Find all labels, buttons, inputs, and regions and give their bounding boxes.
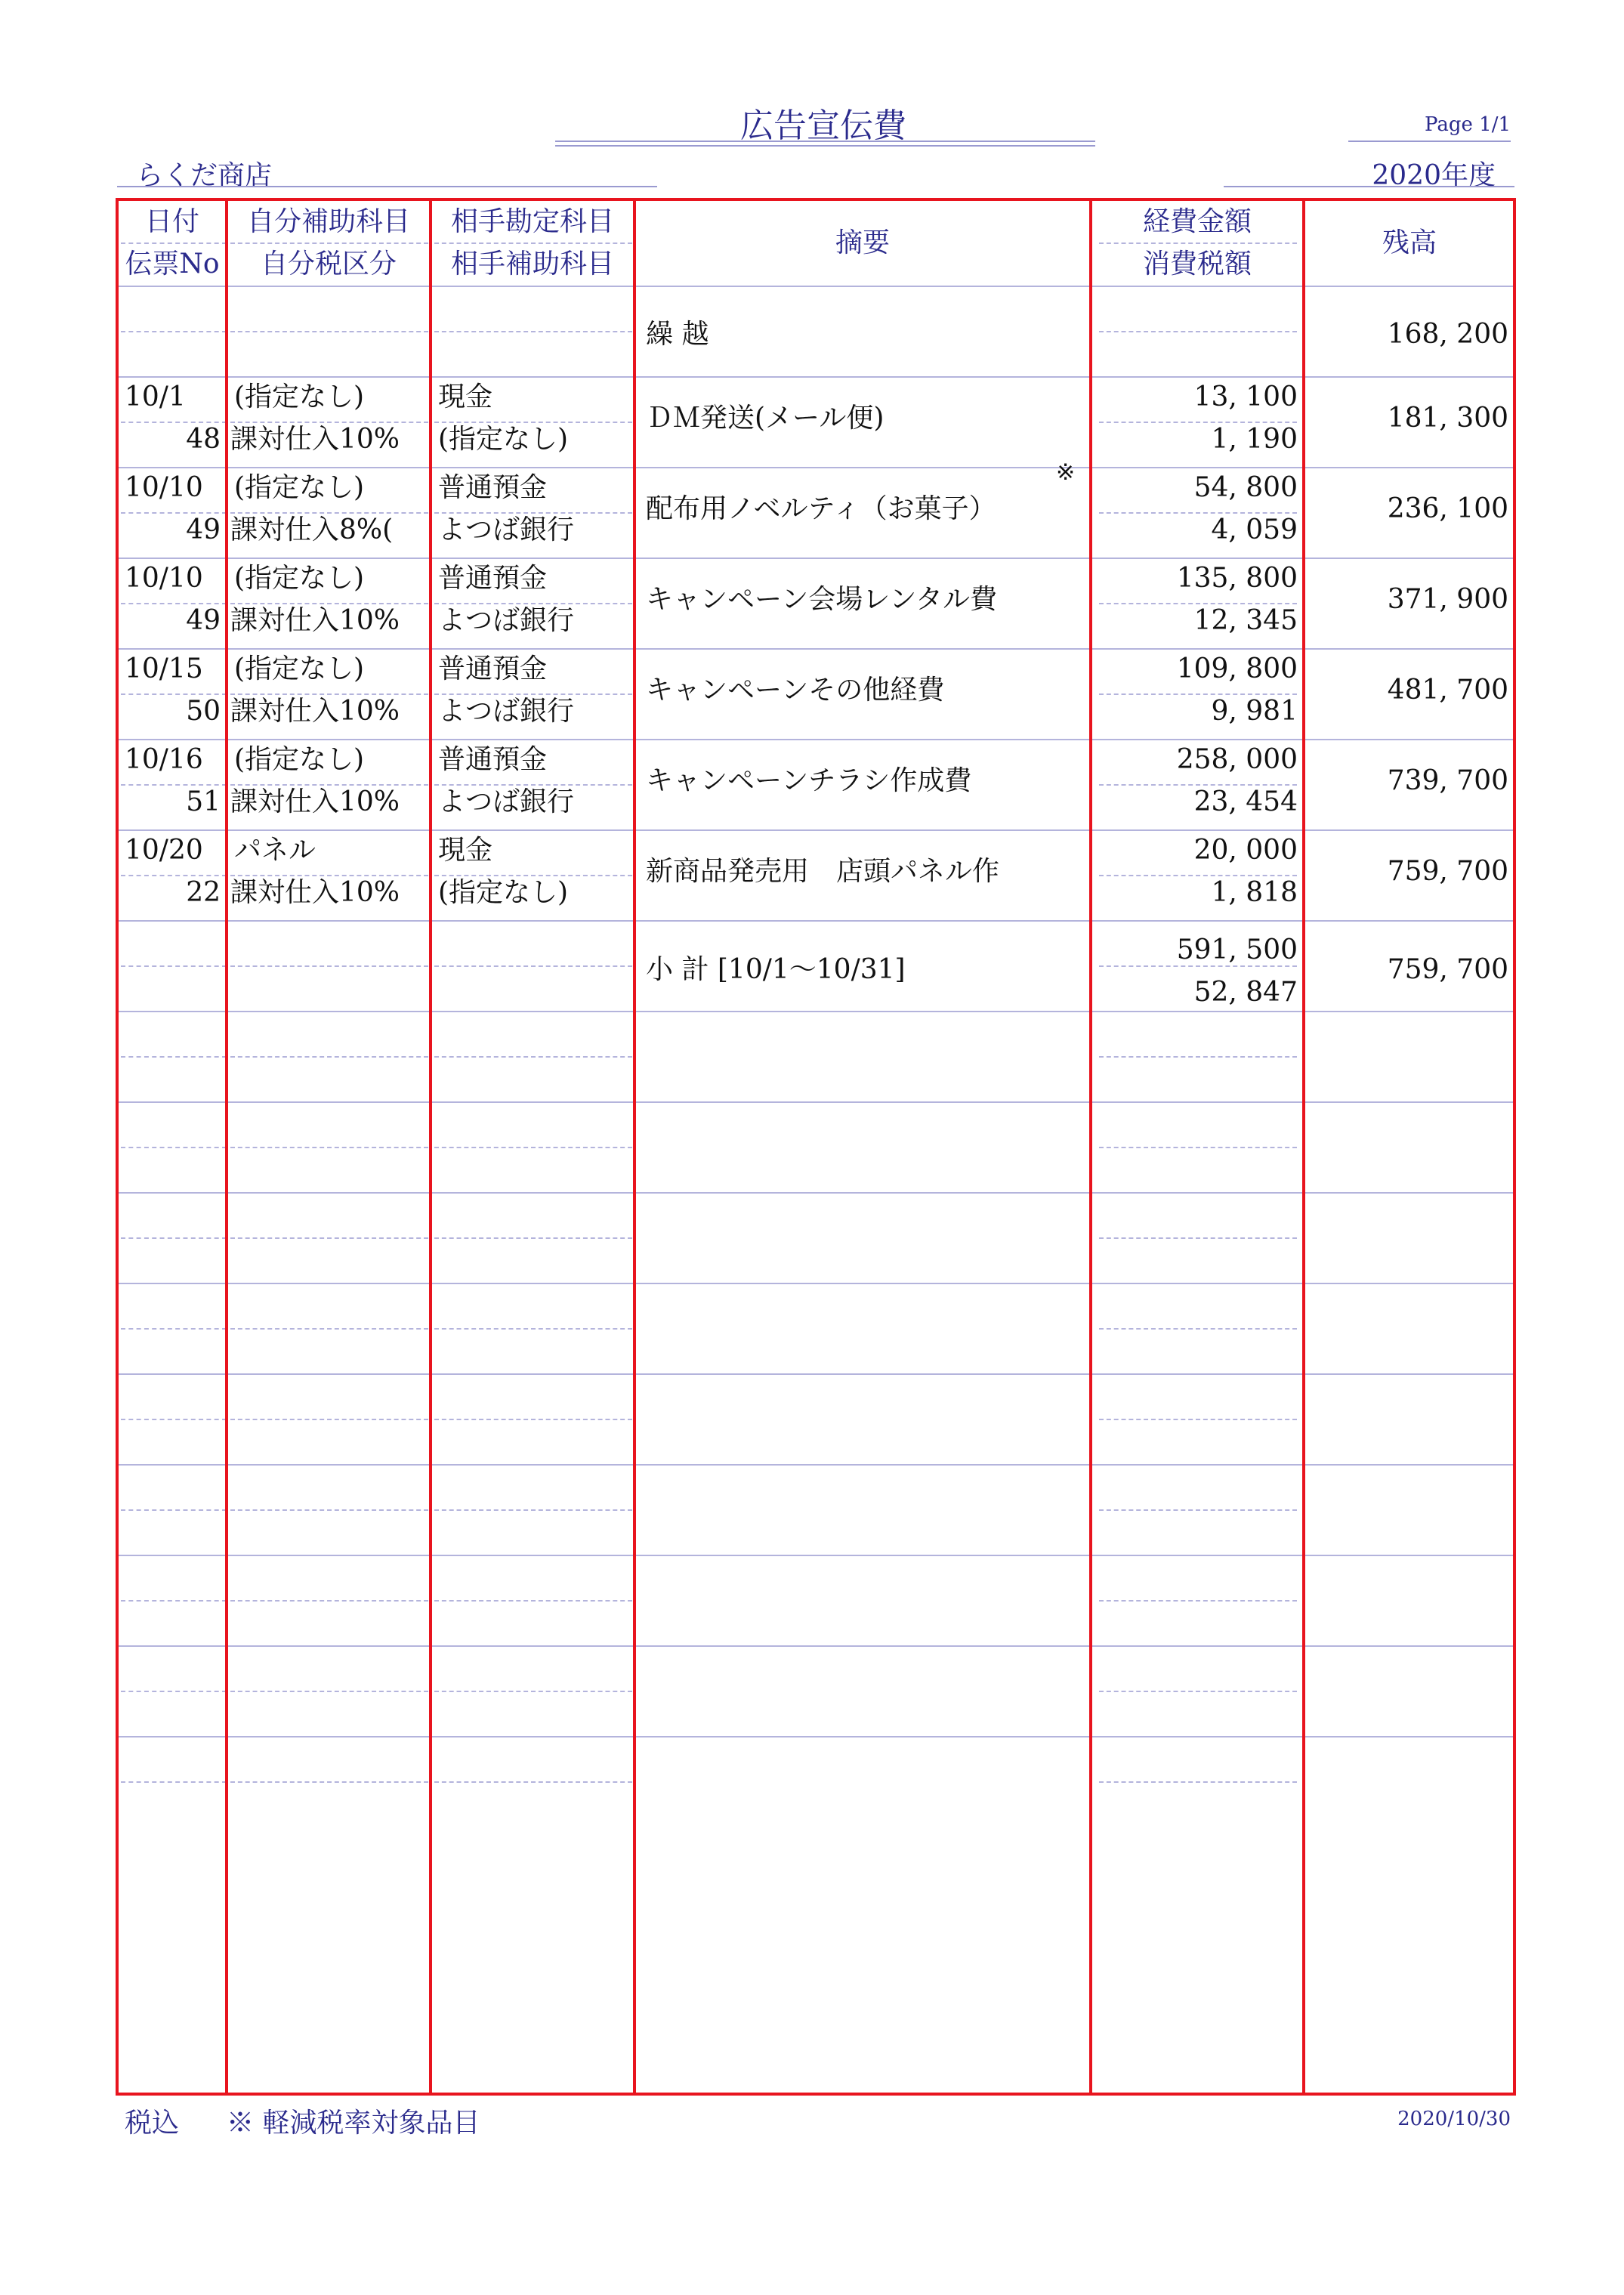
year-underline [1224, 186, 1514, 187]
row-dash [1099, 1147, 1297, 1148]
reduced-rate-note: ※ 軽減税率対象品目 [227, 2108, 480, 2139]
row-dash [230, 1509, 428, 1511]
row-dash [1099, 331, 1297, 332]
row-amount: 20, 000 [1193, 835, 1298, 866]
row-dash [230, 965, 428, 967]
row-balance: 236, 100 [1387, 493, 1508, 524]
row-date: 10/15 [125, 653, 203, 684]
subtotal-summary: 小 計 [10/1～10/31] [646, 954, 906, 985]
ledger-title: 広告宣伝費 [740, 107, 906, 145]
row-dash [1099, 1691, 1297, 1692]
header-date: 日付 [144, 206, 199, 237]
row-slip: 51 [186, 786, 221, 817]
column-divider [633, 198, 636, 2094]
row-dash [121, 1781, 227, 1783]
row-tax: 1, 818 [1211, 877, 1298, 908]
row-dash [1099, 1056, 1297, 1058]
row-summary: キャンペーン会場レンタル費 [646, 584, 997, 615]
row-dash [1099, 1509, 1297, 1511]
row-date: 10/16 [125, 744, 203, 775]
row-counter-sub: (指定なし) [438, 424, 569, 455]
header-summary: 摘要 [835, 227, 890, 258]
header-amount: 経費金額 [1142, 206, 1252, 237]
header-counter-sub: 相手補助科目 [450, 249, 614, 280]
row-dash [230, 1419, 428, 1420]
row-dash [434, 1419, 632, 1420]
row-tax-class: 課対仕入10% [230, 696, 400, 727]
row-dash [121, 965, 227, 967]
row-amount: 109, 800 [1176, 653, 1298, 684]
row-dash [230, 1147, 428, 1148]
column-divider [1302, 198, 1305, 2094]
row-counter-sub: よつば銀行 [438, 786, 575, 817]
column-divider [116, 198, 119, 2094]
row-slip: 22 [186, 877, 221, 908]
row-dash [121, 1147, 227, 1148]
row-dash [434, 1237, 632, 1239]
row-dash [434, 965, 632, 967]
row-counter-sub: (指定なし) [438, 877, 569, 908]
tax-included-note: 税込 [125, 2108, 180, 2139]
row-amount: 54, 800 [1193, 472, 1298, 503]
row-tax-class: 課対仕入8%( [230, 514, 394, 545]
row-amount: 258, 000 [1176, 744, 1298, 775]
row-counter-account: 現金 [438, 381, 493, 412]
row-dash [434, 331, 632, 332]
row-dash [230, 1691, 428, 1692]
subtotal-tax: 52, 847 [1193, 977, 1298, 1008]
row-sub-account: パネル [234, 835, 316, 866]
row-slip: 49 [186, 514, 221, 545]
row-dash [1099, 1419, 1297, 1420]
row-tax-class: 課対仕入10% [230, 424, 400, 455]
row-dash [121, 331, 227, 332]
row-amount: 13, 100 [1193, 381, 1298, 412]
row-summary: キャンペーンその他経費 [646, 675, 945, 706]
header-counter-account: 相手勘定科目 [450, 206, 614, 237]
row-dash [121, 1056, 227, 1058]
row-amount: 135, 800 [1176, 563, 1298, 594]
row-counter-account: 現金 [438, 835, 493, 866]
row-counter-sub: よつば銀行 [438, 696, 575, 727]
row-summary: キャンペーンチラシ作成費 [646, 765, 972, 796]
header-balance: 残高 [1382, 227, 1437, 258]
row-tax: 12, 345 [1193, 605, 1298, 636]
row-dash [230, 1600, 428, 1602]
row-balance: 481, 700 [1387, 675, 1508, 706]
row-dash [121, 1237, 227, 1239]
row-tax: 23, 454 [1193, 786, 1298, 817]
row-dash [230, 1056, 428, 1058]
row-dash [434, 1781, 632, 1783]
row-summary: 配布用ノベルティ（お菓子） [646, 493, 996, 524]
row-counter-sub: よつば銀行 [438, 605, 575, 636]
row-balance: 371, 900 [1387, 584, 1508, 615]
shop-underline [117, 186, 657, 187]
page-indicator: Page 1/1 [1425, 113, 1511, 136]
page-underline [1348, 141, 1511, 142]
row-dash [1099, 1328, 1297, 1330]
row-dash [121, 1600, 227, 1602]
row-dash [1099, 1600, 1297, 1602]
row-balance: 759, 700 [1387, 856, 1508, 887]
row-dash [434, 1328, 632, 1330]
title-underline [555, 141, 1095, 142]
header-slip: 伝票No [125, 249, 220, 280]
row-sub-account: (指定なし) [234, 563, 365, 594]
row-date: 10/10 [125, 472, 203, 503]
subtotal-balance: 759, 700 [1387, 954, 1508, 985]
row-tax-class: 課対仕入10% [230, 786, 400, 817]
row-counter-account: 普通預金 [438, 472, 548, 503]
subtotal-amount: 591, 500 [1176, 934, 1298, 965]
row-dash [1099, 1781, 1297, 1783]
column-divider [225, 198, 228, 2094]
row-dash [230, 1328, 428, 1330]
row-sub-account: (指定なし) [234, 381, 365, 412]
row-slip: 50 [186, 696, 221, 727]
row-dash [121, 1328, 227, 1330]
row-tax: 9, 981 [1211, 696, 1298, 727]
row-counter-sub: よつば銀行 [438, 514, 575, 545]
shop-name: らくだ商店 [136, 160, 273, 191]
row-summary: ＤＭ発送(メール便) [646, 403, 885, 434]
row-dash [230, 1781, 428, 1783]
row-dash [230, 1237, 428, 1239]
row-balance: 739, 700 [1387, 765, 1508, 796]
row-sub-account: (指定なし) [234, 472, 365, 503]
print-date: 2020/10/30 [1397, 2108, 1511, 2130]
column-divider [429, 198, 432, 2094]
row-balance: 181, 300 [1387, 403, 1508, 434]
row-dash [434, 1600, 632, 1602]
row-date: 10/10 [125, 563, 203, 594]
carry-summary: 繰 越 [646, 319, 709, 350]
row-counter-account: 普通預金 [438, 563, 548, 594]
row-dash [121, 1509, 227, 1511]
column-divider [1089, 198, 1092, 2094]
row-date: 10/20 [125, 835, 203, 866]
row-dash [434, 1691, 632, 1692]
header-sub-account: 自分補助科目 [246, 206, 410, 237]
row-tax-class: 課対仕入10% [230, 605, 400, 636]
row-sub-account: (指定なし) [234, 744, 365, 775]
row-counter-account: 普通預金 [438, 744, 548, 775]
title-underline-2 [555, 145, 1095, 147]
carry-balance: 168, 200 [1387, 319, 1508, 350]
row-slip: 48 [186, 424, 221, 455]
row-dash [434, 1509, 632, 1511]
row-dash [121, 1691, 227, 1692]
reduced-rate-mark: ※ [1056, 459, 1076, 486]
row-tax: 4, 059 [1211, 514, 1298, 545]
row-dash [434, 1056, 632, 1058]
header-tax-class: 自分税区分 [260, 249, 397, 280]
row-counter-account: 普通預金 [438, 653, 548, 684]
row-tax-class: 課対仕入10% [230, 877, 400, 908]
row-slip: 49 [186, 605, 221, 636]
row-dash [230, 331, 428, 332]
row-dash [121, 1419, 227, 1420]
row-tax: 1, 190 [1211, 424, 1298, 455]
row-date: 10/1 [125, 381, 186, 412]
row-summary: 新商品発売用 店頭パネル作 [646, 856, 1000, 887]
column-divider [1513, 198, 1516, 2094]
header-tax: 消費税額 [1142, 249, 1252, 280]
row-sub-account: (指定なし) [234, 653, 365, 684]
table-frame-bottom [116, 2093, 1516, 2096]
row-dash [434, 1147, 632, 1148]
fiscal-year: 2020年度 [1372, 160, 1496, 191]
row-dash [1099, 1237, 1297, 1239]
